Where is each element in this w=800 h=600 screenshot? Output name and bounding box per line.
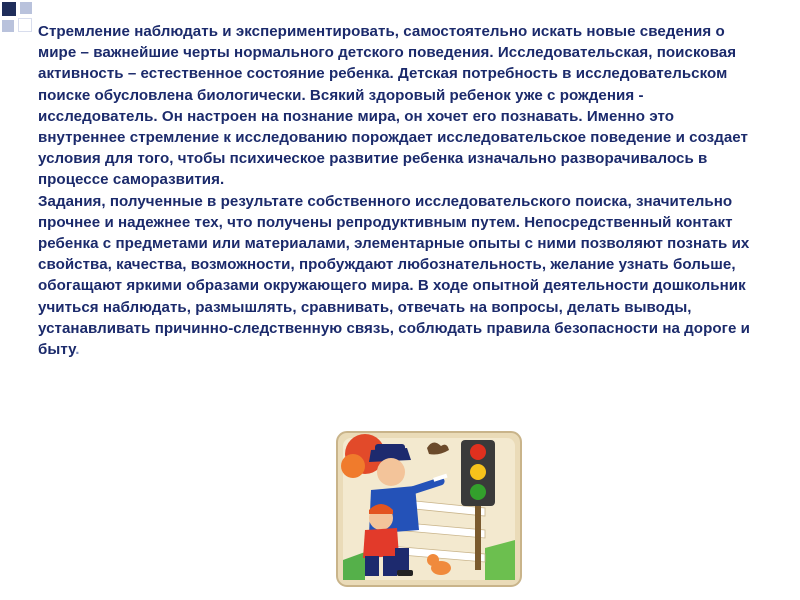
decorative-squares <box>0 0 40 40</box>
traffic-light-yellow <box>470 464 486 480</box>
traffic-puzzle-illustration <box>335 430 523 588</box>
deco-square-light <box>2 20 14 32</box>
traffic-light-green <box>470 484 486 500</box>
paragraph-2 <box>38 191 764 361</box>
traffic-light-red <box>470 444 486 460</box>
paragraph-2-end: . <box>75 341 80 359</box>
slide-body-text <box>38 21 764 360</box>
traffic-light-pole <box>475 500 481 570</box>
deco-square-light <box>20 2 32 14</box>
deco-square-dark <box>2 2 16 16</box>
deco-square-white <box>18 18 32 32</box>
paragraph-2-text: Задания, полученные в результате собственного исследовательского поиска, значительно прочнее и надежнее тех, что получены репродуктивным путем. Непосредственный контакт ребенка с предметами или материалами, элементарные опыты с ними позволяют познать их свойства, качества, возможности, пробуждают любознательность, желание узнать больше, обогащают яркими образами окружающего мира. В ходе опытной деятельности дошкольник учиться наблюдать, размышлять, сравнивать, отвечать на вопросы, делать выводы, устанавливать причинно-следственную связь, соблюдать правила безопасности на дороге и быту <box>38 192 750 359</box>
paragraph-1: Стремление наблюдать и экспериментировать, самостоятельно искать новые сведения о мире – важнейшие черты нормального детского поведения. Исследовательская, поисковая активность – естественное состояние ребенка. Детская потребность в исследовательском поиске обусловлена биологически. Всякий здоровый ребенок уже с рождения - исследователь. Он настроен на познание мира, он хочет его познавать. Именно это внутреннее стремление к исследованию порождает исследовательское поведение и создает условия для того, чтобы психическое развитие ребенка изначально разворачивалось в процессе саморазвития. <box>38 23 748 189</box>
